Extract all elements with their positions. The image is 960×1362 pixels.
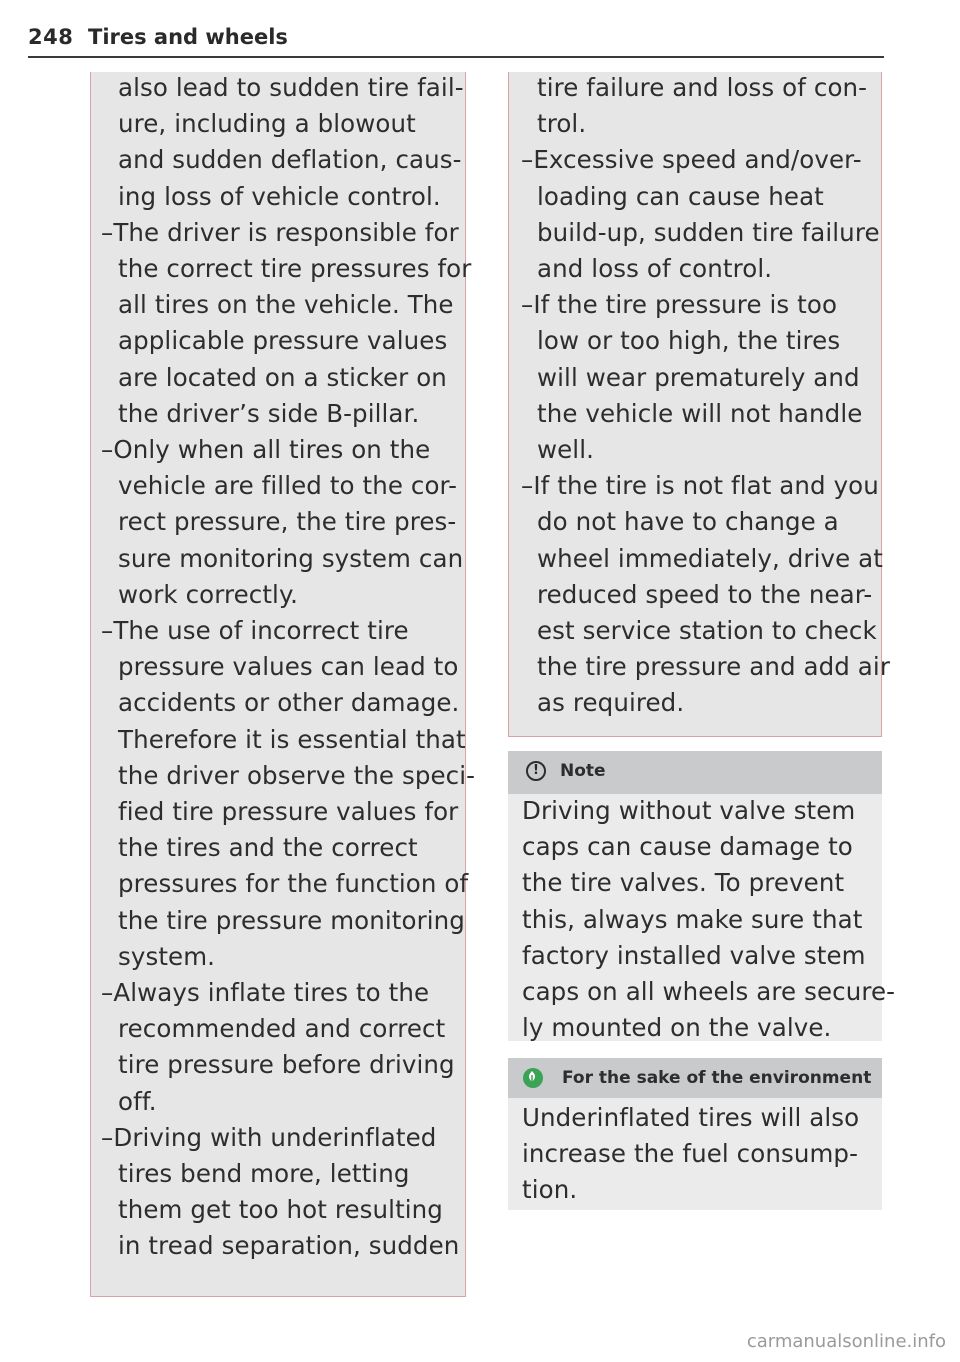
watermark: carmanualsonline.info <box>746 1331 946 1352</box>
right-text-line: –Excessive speed and/over- <box>521 145 862 175</box>
page-number: 248 <box>28 25 74 49</box>
right-text-line: will wear prematurely and <box>537 362 860 392</box>
right-text-line: the vehicle will not handle <box>537 398 863 428</box>
left-text-line: rect pressure, the tire pres- <box>118 507 457 537</box>
left-text-line: pressure values can lead to <box>118 652 459 682</box>
environment-title: For the sake of the environment <box>562 1068 872 1088</box>
left-text-line: –Always inflate tires to the <box>101 978 430 1007</box>
right-text-line: –If the tire is not flat and you <box>521 471 879 501</box>
left-text-line: the tire pressure monitoring <box>118 905 465 935</box>
left-text-line: sure monitoring system can <box>118 543 464 573</box>
left-text-line: –The driver is responsible for <box>101 217 459 247</box>
left-text-line: the tires and the correct <box>118 833 418 863</box>
right-text-line: est service station to check <box>537 616 877 645</box>
left-text-line: –The use of incorrect tire <box>101 616 409 645</box>
right-text-line: as required. <box>537 688 685 718</box>
right-text-line: and loss of control. <box>537 254 773 283</box>
left-text-line: –Driving with underinflated <box>101 1122 437 1152</box>
left-text-line: pressures for the function of <box>118 869 469 899</box>
note-text-line: the tire valves. To prevent <box>522 868 845 898</box>
right-text-line: low or too high, the tires <box>537 326 841 356</box>
right-text-line: build-up, sudden tire failure <box>537 217 880 247</box>
left-text-line: fied tire pressure values for <box>118 797 459 826</box>
left-text-line: all tires on the vehicle. The <box>118 290 454 320</box>
note-title: Note <box>560 761 606 781</box>
left-text-line: ure, including a blowout <box>118 109 416 139</box>
left-text-line: ing loss of vehicle control. <box>118 181 441 211</box>
left-text-line: the correct tire pressures for <box>118 254 472 283</box>
environment-text-line: increase the fuel consump- <box>522 1139 859 1169</box>
section-title: Tires and wheels <box>88 25 288 49</box>
note-text-line: Driving without valve stem <box>522 796 856 825</box>
left-text-line: off. <box>118 1086 157 1116</box>
right-text-line: reduced speed to the near- <box>537 579 873 609</box>
left-text-line: accidents or other damage. <box>118 688 460 718</box>
left-text-line: recommended and correct <box>118 1014 446 1044</box>
environment-text-line: tion. <box>522 1175 578 1205</box>
note-text-line: ly mounted on the valve. <box>522 1013 832 1043</box>
note-text-line: caps can cause damage to <box>522 832 853 862</box>
right-text-line: well. <box>537 435 595 464</box>
right-text-line: wheel immediately, drive at <box>537 543 883 573</box>
exclamation-circle-icon: ! <box>526 761 546 781</box>
left-text-line: also lead to sudden tire fail- <box>118 73 464 102</box>
right-text-line: trol. <box>537 109 587 139</box>
right-text-line: the tire pressure and add air <box>537 652 890 682</box>
left-text-line: in tread separation, sudden <box>118 1231 460 1261</box>
environment-text-line: Underinflated tires will also <box>522 1103 860 1132</box>
environment-leaf-icon <box>523 1068 543 1088</box>
left-text-line: tires bend more, letting <box>118 1159 410 1188</box>
left-text-line: and sudden deflation, caus- <box>118 145 462 175</box>
left-text-line: the driver’s side B-pillar. <box>118 398 420 428</box>
left-text-line: system. <box>118 941 216 971</box>
right-text-line: –If the tire pressure is too <box>521 290 838 320</box>
right-text-line: do not have to change a <box>537 507 839 537</box>
left-text-line: the driver observe the speci- <box>118 760 476 790</box>
note-text-line: this, always make sure that <box>522 904 863 934</box>
right-text-line: tire failure and loss of con- <box>537 73 868 102</box>
note-text-line: factory installed valve stem <box>522 940 866 970</box>
left-text-line: them get too hot resulting <box>118 1195 443 1225</box>
left-text-line: Therefore it is essential that <box>118 724 466 754</box>
right-text-line: loading can cause heat <box>537 181 824 211</box>
note-text-line: caps on all wheels are secure- <box>522 977 896 1006</box>
page-header <box>28 22 884 58</box>
left-text-line: applicable pressure values <box>118 326 448 356</box>
left-text-line: vehicle are filled to the cor- <box>118 471 458 501</box>
left-text-line: work correctly. <box>118 579 298 609</box>
left-text-line: tire pressure before driving <box>118 1050 455 1080</box>
left-text-line: are located on a sticker on <box>118 362 447 392</box>
left-text-line: –Only when all tires on the <box>101 435 431 464</box>
